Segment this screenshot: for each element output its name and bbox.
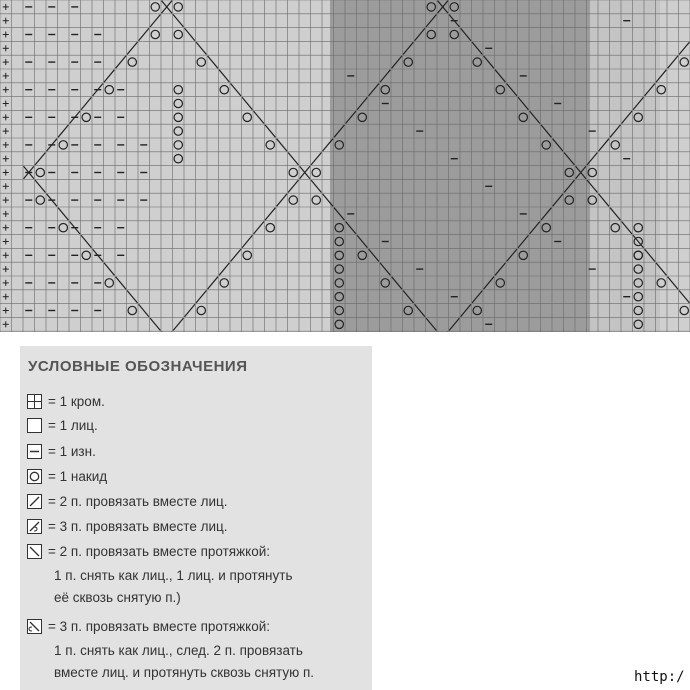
legend-text: = 3 п. провязать вместе протяжкой: xyxy=(48,619,270,634)
legend-text: = 1 лиц. xyxy=(48,418,98,433)
knit-icon xyxy=(27,418,42,433)
chart-light-band xyxy=(590,0,660,332)
k3tog-icon xyxy=(27,519,42,534)
edge-stitch-icon xyxy=(27,394,42,409)
legend-item-k2tog xyxy=(27,492,227,512)
legend-cont: вместе лиц. и протянуть сквозь снятую п. xyxy=(54,665,315,680)
watermark-text: http:/ xyxy=(634,669,685,685)
legend-item-knit xyxy=(27,416,98,436)
legend-cont: 1 п. снять как лиц., 1 лиц. и протянуть xyxy=(54,568,293,583)
chart-grid xyxy=(0,0,690,332)
legend-text: = 1 кром. xyxy=(48,394,105,409)
legend-item-ssk xyxy=(27,542,270,562)
legend-title: УСЛОВНЫЕ ОБОЗНАЧЕНИЯ xyxy=(28,358,248,375)
yarn-over-icon xyxy=(27,469,42,484)
legend-cont: 1 п. снять как лиц., след. 2 п. провязать xyxy=(54,643,303,658)
k2tog-icon xyxy=(27,494,42,509)
legend-text: = 1 накид xyxy=(48,469,108,484)
legend-text: = 2 п. провязать вместе протяжкой: xyxy=(48,544,270,559)
legend-text: = 3 п. провязать вместе лиц. xyxy=(48,519,228,534)
sk2p-icon xyxy=(27,619,42,634)
legend-panel xyxy=(20,346,372,690)
knitting-chart xyxy=(0,0,690,332)
legend-item-yarn-over xyxy=(27,467,107,487)
legend-text: = 2 п. провязать вместе лиц. xyxy=(48,494,228,509)
legend-item-edge xyxy=(27,392,105,412)
legend-item-purl xyxy=(27,442,96,462)
legend-cont: её сквозь снятую п.) xyxy=(54,590,181,605)
legend-item-k3tog xyxy=(27,517,227,537)
purl-icon xyxy=(27,444,42,459)
legend-item-sk2p xyxy=(27,617,270,637)
ssk-icon xyxy=(27,544,42,559)
legend-text: = 1 изн. xyxy=(48,444,96,459)
